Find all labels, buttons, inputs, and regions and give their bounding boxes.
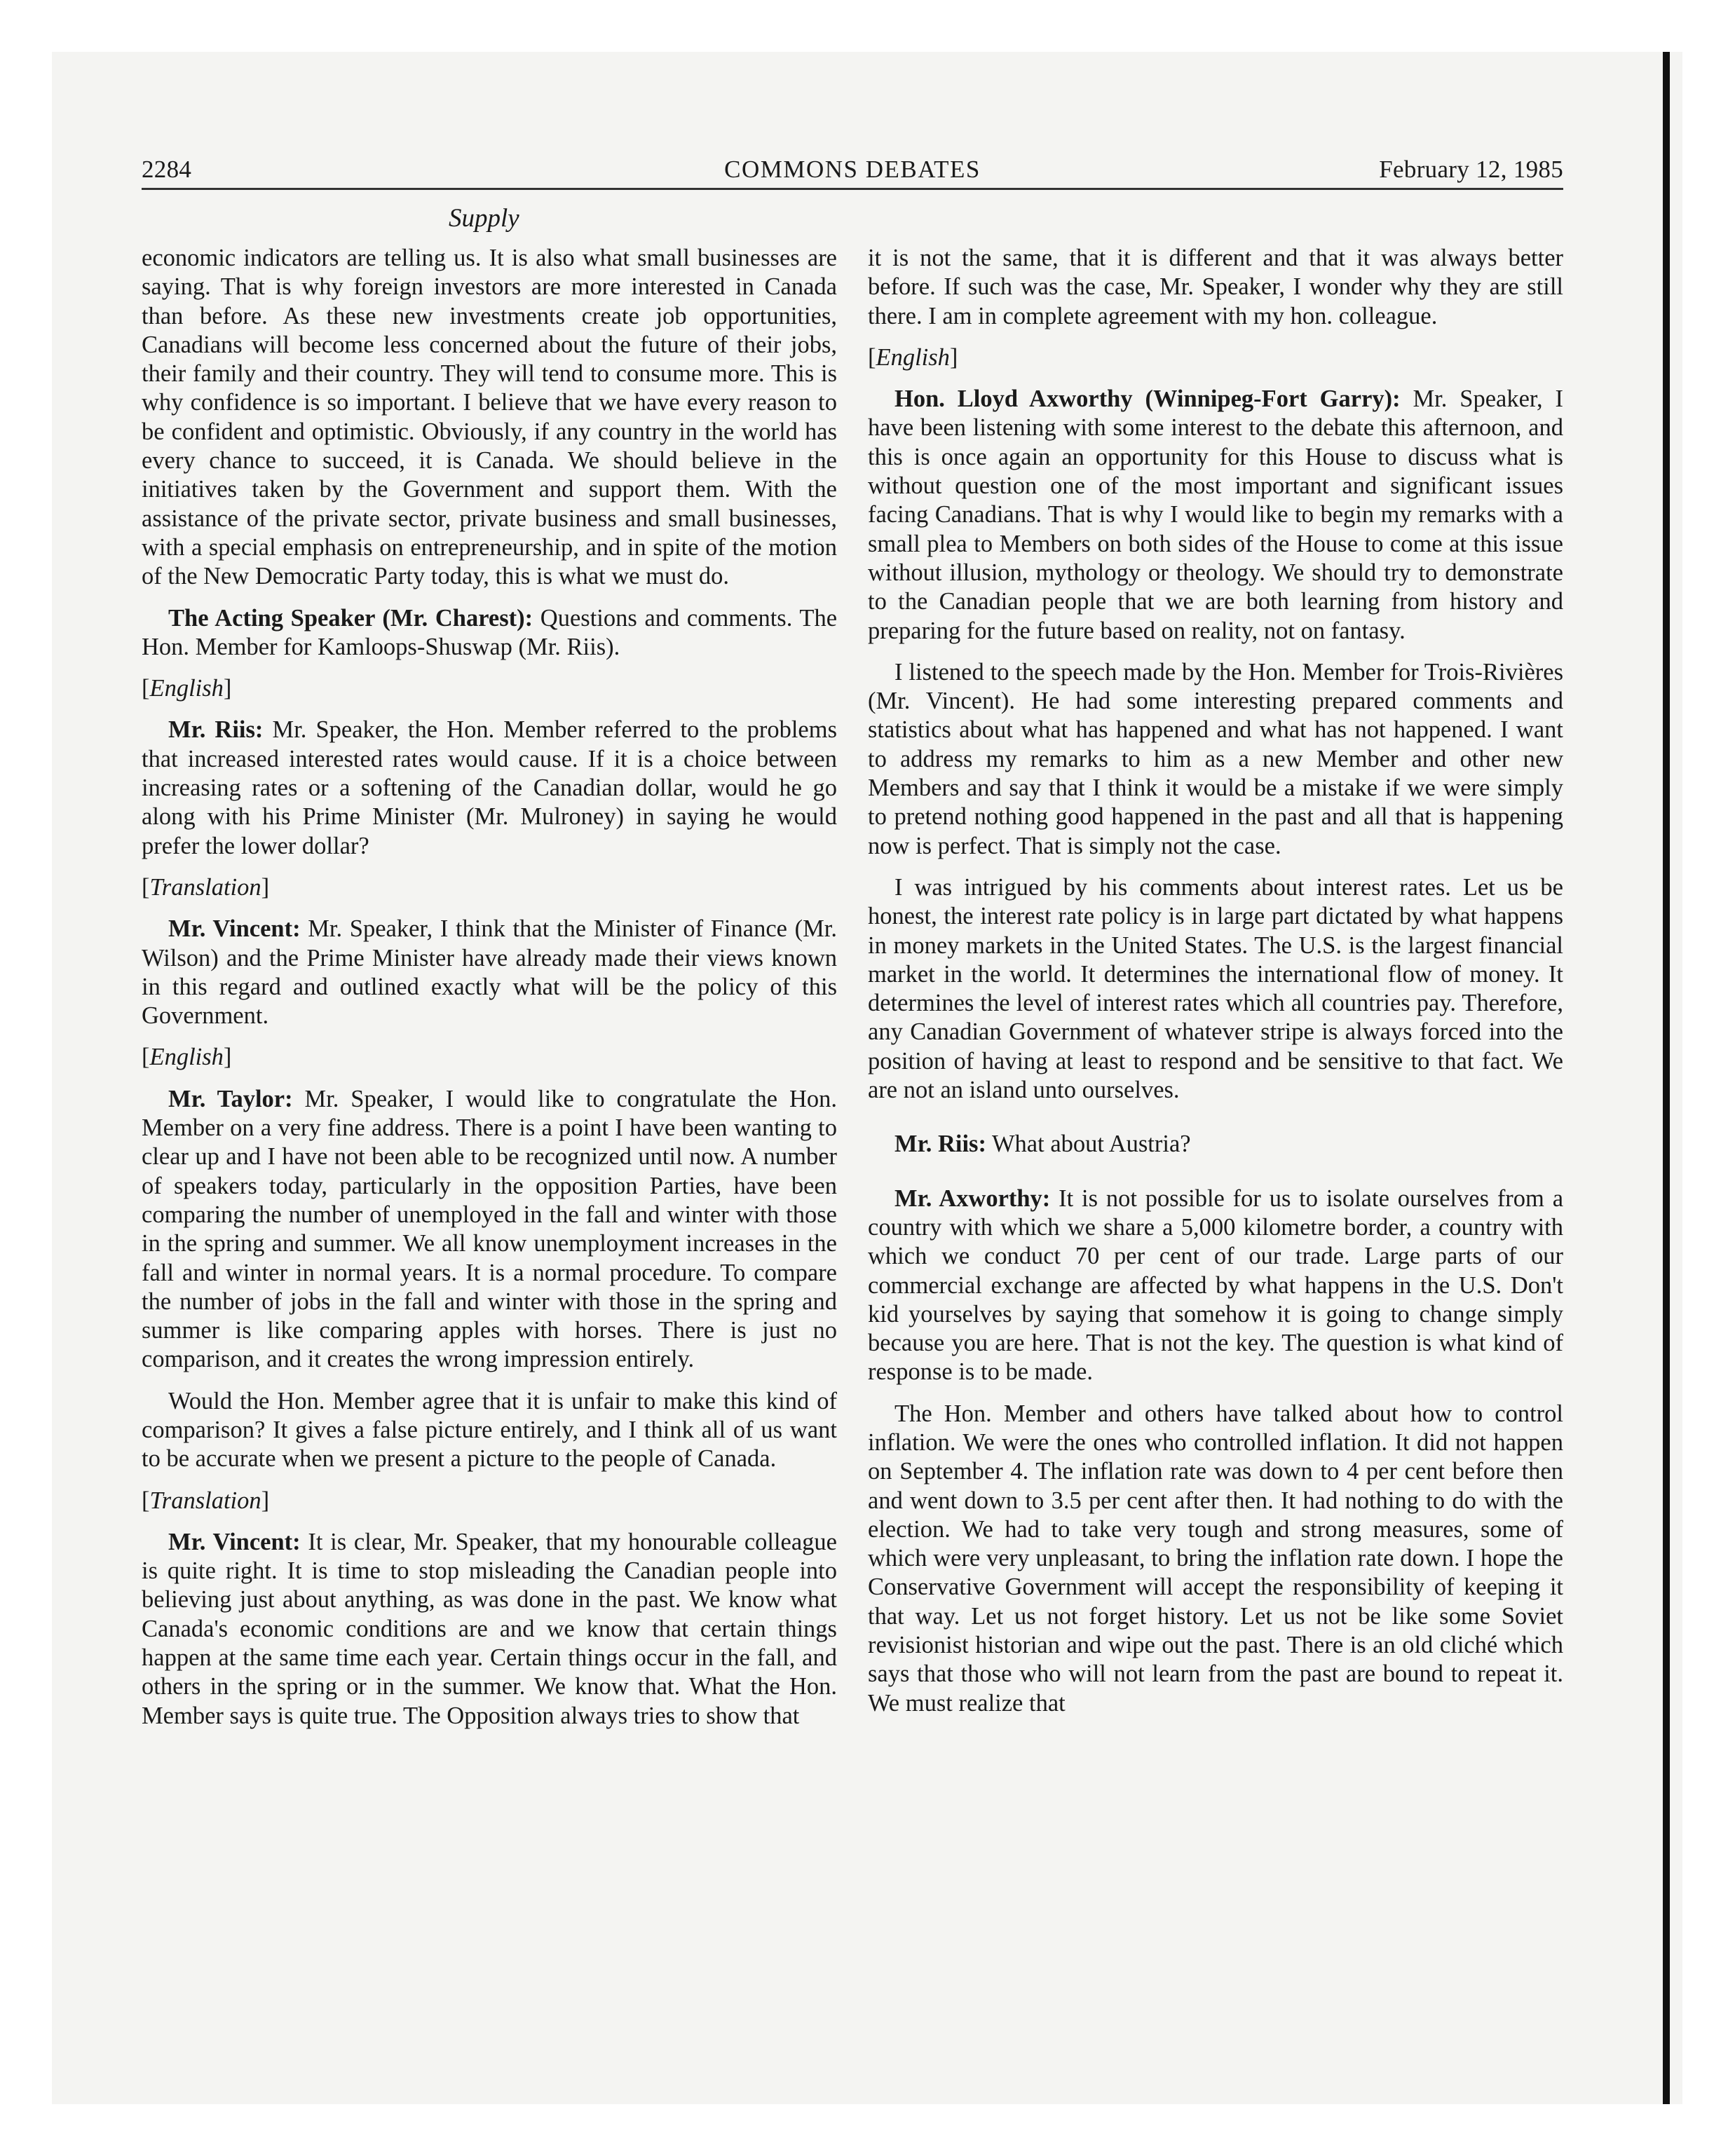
language-note: [English] xyxy=(142,1044,232,1071)
language-note-text: English xyxy=(149,1044,224,1071)
speech-paragraph xyxy=(142,1528,837,1731)
page-header xyxy=(142,156,1563,191)
speech-text: It is clear, Mr. Speaker, that my honourable colleague is quite right. It is time to stop misleading the Canadian people into believing just about anything, as was done in the past. We know what Canada's economic conditions are and we know that certain things happen at the same time each year. Certain things occur in the fall, and others in the spring or in the summer. We know that. What the Hon. Member says is quite true. The Opposition always tries to show that xyxy=(142,1528,837,1729)
paragraph: The Hon. Member and others have talked about how to control inflation. We were the ones who controlled inflation. It did not happen on September 4. The inflation rate was down to 4 per cent before then and went down to 3.5 per cent after then. It had nothing to do with the election. We had to take very tough and strong measures, some of which were very unpleasant, to bring the inflation rate down. I hope the Conservative Government will accept the responsibility of keeping it that way. Let us not forget history. Let us not be like some Soviet revisionist historian and wipe out the past. There is an old cliché which says that those who will not learn from the past are bound to repeat it. We must realize that xyxy=(868,1400,1563,1717)
right-column xyxy=(868,244,1563,1731)
scan-border-edge xyxy=(1663,52,1670,2104)
paragraph: Would the Hon. Member agree that it is unfair to make this kind of comparison? It gives a false picture entirely, and I think all of us want to be accurate when we present a picture to the people of Canada. xyxy=(142,1387,837,1473)
speech-paragraph xyxy=(868,1185,1563,1387)
paragraph: economic indicators are telling us. It is also what small businesses are saying. That is why foreign investors are more interested in Canada than before. As these new investments create job opportunities, Canadians will become less concerned about the future of their jobs, their family and their country. They will tend to consume more. This is why confidence is so important. I believe that we have every reason to be confident and optimistic. Obviously, if any country in the world has every chance to succeed, it is Canada. We should believe in the initiatives taken by the Government and support them. With the assistance of the private sector, private business and small businesses, with a special emphasis on entrepreneurship, and in spite of the motion of the New Democratic Party today, this is what we must do. xyxy=(142,245,837,590)
language-note: [English] xyxy=(868,343,958,371)
speech-text: Mr. Speaker, the Hon. Member referred to the problems that increased interested rates would cause. If it is a choice between increasing rates or a softening of the Canadian dollar, would he go along with his Prime Minister (Mr. Mulroney) in saying he would prefer the lower dollar? xyxy=(142,716,837,859)
speech-paragraph xyxy=(868,385,1563,646)
paragraph: it is not the same, that it is different and that it was always better before. If such was the case, Mr. Speaker, I wonder why they are still there. I am in complete agreement with my hon. colleague. xyxy=(868,245,1563,329)
header-rule xyxy=(142,188,1563,190)
speaker-name: Mr. Riis: xyxy=(168,716,264,744)
page-number: 2284 xyxy=(142,156,192,183)
speech-text: What about Austria? xyxy=(991,1131,1191,1158)
speaker-name: Mr. Taylor: xyxy=(168,1085,293,1112)
speech-text: Mr. Speaker, I would like to congratulate the Hon. Member on a very fine address. There is a point I have been wanting to clear up and I have not been able to be recognized until now. A number of speakers today, particularly in the opposition Parties, have been comparing the number of unemployed in the fall and winter with those in the spring and summer. We all know unemployment increases in the fall and winter in normal years. It is a normal procedure. To compare the number of jobs in the fall and winter with those in the spring and summer is like comparing apples with horses. There is just no comparison, and it creates the wrong impression entirely. xyxy=(142,1085,837,1373)
speaker-name: The Acting Speaker (Mr. Charest): xyxy=(168,604,533,632)
language-note-text: Translation xyxy=(149,1487,261,1514)
speech-paragraph xyxy=(142,716,837,860)
speech-paragraph xyxy=(868,1130,1563,1159)
speech-text: Mr. Speaker, I think that the Minister of Finance (Mr. Wilson) and the Prime Minister have already made their views known in this regard and outlined exactly what will be the policy of this Government. xyxy=(142,915,837,1030)
speech-paragraph xyxy=(142,604,837,662)
language-note: [Translation] xyxy=(142,1487,270,1514)
page-date: February 12, 1985 xyxy=(1379,156,1563,183)
paragraph: I was intrigued by his comments about interest rates. Let us be honest, the interest rate policy is in large part dictated by what happens in money markets in the United States. The U.S. is the largest financial market in the world. It determines the international flow of money. It determines the level of interest rates which all countries pay. Therefore, any Canadian Government of whatever stripe is always forced into the position of having at least to respond and be sensitive to that fact. We are not an island unto ourselves. xyxy=(868,873,1563,1104)
section-label: Supply xyxy=(449,204,519,233)
speaker-name: Hon. Lloyd Axworthy (Winnipeg-Fort Garry): xyxy=(894,386,1401,413)
language-note: [English] xyxy=(142,675,232,702)
speaker-name: Mr. Vincent: xyxy=(168,1528,301,1555)
speech-text: Mr. Speaker, I have been listening with some interest to the debate this afternoon, and this is once again an opportunity for this House to discuss what is without question one of the most important and significant issues facing Canadians. That is why I would like to begin my remarks with a small plea to Members on both sides of the House to come at this issue without illusion, mythology or theology. We should try to demonstrate to the Canadian people that we are both learning from history and preparing for the future based on reality, not on fantasy. xyxy=(868,386,1564,644)
paragraph: I listened to the speech made by the Hon. Member for Trois-Rivières (Mr. Vincent). He had some interesting prepared comments and statistics about what has happened and what has not happened. I want to address my remarks to him as a new Member and other new Members and say that I think it would be a mistake if we were simply to pretend nothing good happened in the past and all that is happening now is perfect. That is simply not the case. xyxy=(868,658,1563,859)
speech-paragraph xyxy=(142,915,837,1030)
speech-text: It is not possible for us to isolate ourselves from a country with which we share a 5,000 kilometre border, a country with which we conduct 70 per cent of our trade. Large parts of our commercial exchange are affected by what happens in the U.S. Don't kid yourselves by saying that somehow it is going to change simply because you are here. That is not the key. The question is what kind of response is to be made. xyxy=(868,1185,1564,1386)
speaker-name: Mr. Axworthy: xyxy=(894,1185,1051,1212)
language-note: [Translation] xyxy=(142,873,270,901)
publication-title: COMMONS DEBATES xyxy=(724,156,981,183)
language-note-text: English xyxy=(149,675,224,702)
speaker-name: Mr. Riis: xyxy=(894,1131,986,1158)
language-note-text: English xyxy=(876,343,950,371)
speaker-name: Mr. Vincent: xyxy=(168,915,301,943)
speech-text: Questions and comments. The Hon. Member for Kamloops-Shuswap (Mr. Riis). xyxy=(142,604,838,660)
language-note-text: Translation xyxy=(149,873,261,901)
speech-paragraph xyxy=(142,1085,837,1374)
left-column xyxy=(142,244,837,1743)
